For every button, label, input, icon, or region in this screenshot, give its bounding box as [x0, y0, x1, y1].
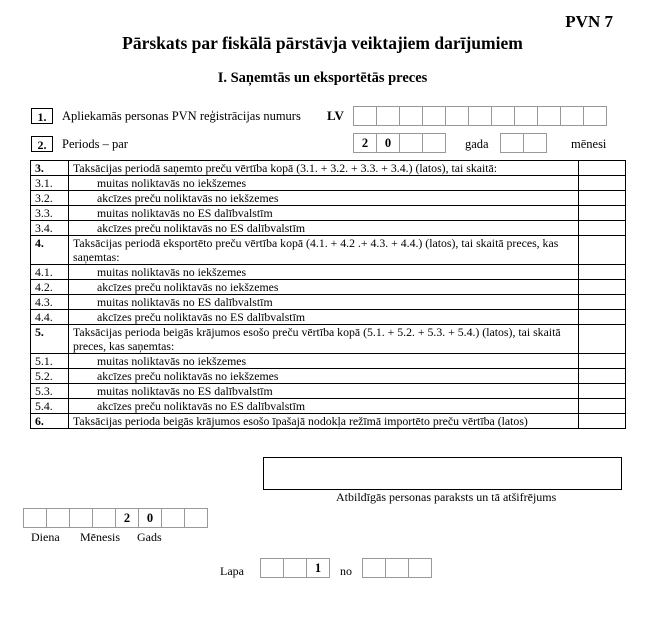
- row-value-input[interactable]: [579, 399, 626, 414]
- registration-number-cell[interactable]: [353, 106, 377, 126]
- page-number-cell[interactable]: [260, 558, 284, 578]
- field-2-number: 2.: [31, 136, 53, 152]
- page-label: Lapa: [220, 564, 244, 578]
- table-row: [31, 280, 626, 295]
- period-month-input[interactable]: [500, 133, 546, 153]
- row-description: Taksācijas perioda beigās krājumos esošo īpašajā nodokļa režīmā importēto preču vērtība (latos): [69, 414, 579, 429]
- registration-number-cell[interactable]: [445, 106, 469, 126]
- row-number: 3.1.: [31, 176, 69, 191]
- table-row: [31, 325, 626, 354]
- row-number: 5.: [31, 325, 69, 354]
- year-label: gada: [465, 137, 489, 151]
- page-number-cell[interactable]: [283, 558, 307, 578]
- total-pages-cell[interactable]: [385, 558, 409, 578]
- table-row: [31, 369, 626, 384]
- row-description: muitas noliktavās no ES dalībvalstīm: [69, 384, 579, 399]
- date-input[interactable]: [23, 508, 207, 528]
- signature-box[interactable]: [263, 457, 622, 490]
- field-1-number: 1.: [31, 108, 53, 124]
- period-month-cell[interactable]: [523, 133, 547, 153]
- table-row: [31, 310, 626, 325]
- registration-number-cell[interactable]: [560, 106, 584, 126]
- date-cell[interactable]: [92, 508, 116, 528]
- period-month-cell[interactable]: [500, 133, 524, 153]
- month-label: mēnesi: [571, 137, 607, 151]
- row-description: muitas noliktavās no iekšzemes: [69, 176, 579, 191]
- page-number-input[interactable]: [260, 558, 329, 578]
- row-value-input[interactable]: [579, 325, 626, 354]
- row-value-input[interactable]: [579, 221, 626, 236]
- row-value-input[interactable]: [579, 280, 626, 295]
- row-value-input[interactable]: [579, 354, 626, 369]
- period-year-cell[interactable]: [399, 133, 423, 153]
- registration-number-cell[interactable]: [399, 106, 423, 126]
- row-value-input[interactable]: [579, 369, 626, 384]
- row-number: 5.1.: [31, 354, 69, 369]
- row-value-input[interactable]: [579, 236, 626, 265]
- registration-number-cell[interactable]: [491, 106, 515, 126]
- row-description: muitas noliktavās no ES dalībvalstīm: [69, 206, 579, 221]
- table-row: [31, 191, 626, 206]
- row-description: Taksācijas periodā eksportēto preču vērtība kopā (4.1. + 4.2 .+ 4.3. + 4.4.) (latos), tai skaitā preces, kas saņemtas:: [69, 236, 579, 265]
- row-number: 4.1.: [31, 265, 69, 280]
- table-row: [31, 265, 626, 280]
- row-value-input[interactable]: [579, 176, 626, 191]
- row-number: 3.: [31, 161, 69, 176]
- signature-label: Atbildīgās personas paraksts un tā atšifrējums: [336, 490, 557, 504]
- transactions-table: [30, 160, 626, 429]
- row-number: 3.3.: [31, 206, 69, 221]
- registration-number-cell[interactable]: [468, 106, 492, 126]
- table-row: [31, 206, 626, 221]
- registration-number-cell[interactable]: [537, 106, 561, 126]
- row-number: 6.: [31, 414, 69, 429]
- row-description: akcīzes preču noliktavās no iekšzemes: [69, 280, 579, 295]
- of-label: no: [340, 564, 352, 578]
- table-row: [31, 354, 626, 369]
- registration-number-cell[interactable]: [583, 106, 607, 126]
- row-number: 5.2.: [31, 369, 69, 384]
- period-year-cell[interactable]: [422, 133, 446, 153]
- period-year-input[interactable]: [353, 133, 445, 153]
- day-label: Diena: [31, 530, 60, 544]
- row-description: muitas noliktavās no iekšzemes: [69, 265, 579, 280]
- table-row: [31, 399, 626, 414]
- row-value-input[interactable]: [579, 206, 626, 221]
- row-number: 5.3.: [31, 384, 69, 399]
- table-row: [31, 384, 626, 399]
- period-year-cell[interactable]: 0: [376, 133, 400, 153]
- section-title: I. Saņemtās un eksportētās preces: [217, 70, 428, 86]
- field-1-label: Apliekamās personas PVN reģistrācijas numurs: [62, 109, 301, 123]
- total-pages-cell[interactable]: [408, 558, 432, 578]
- row-description: muitas noliktavās no ES dalībvalstīm: [69, 295, 579, 310]
- row-description: akcīzes preču noliktavās no ES dalībvalstīm: [69, 399, 579, 414]
- row-number: 3.2.: [31, 191, 69, 206]
- field-2-label: Periods – par: [62, 137, 128, 151]
- date-cell[interactable]: [69, 508, 93, 528]
- registration-number-input[interactable]: [353, 106, 606, 126]
- row-description: Taksācijas perioda beigās krājumos esošo preču vērtība kopā (5.1. + 5.2. + 5.3. + 5.4.) (latos), tai skaitā preces, kas saņemtas:: [69, 325, 579, 354]
- row-description: muitas noliktavās no iekšzemes: [69, 354, 579, 369]
- date-cell[interactable]: 0: [138, 508, 162, 528]
- row-description: akcīzes preču noliktavās no ES dalībvalstīm: [69, 221, 579, 236]
- table-row: [31, 236, 626, 265]
- row-number: 5.4.: [31, 399, 69, 414]
- row-number: 3.4.: [31, 221, 69, 236]
- row-value-input[interactable]: [579, 310, 626, 325]
- row-value-input[interactable]: [579, 414, 626, 429]
- date-cell[interactable]: [161, 508, 185, 528]
- row-value-input[interactable]: [579, 161, 626, 176]
- table-row: [31, 161, 626, 176]
- registration-number-cell[interactable]: [376, 106, 400, 126]
- table-row: [31, 414, 626, 429]
- registration-number-cell[interactable]: [422, 106, 446, 126]
- row-value-input[interactable]: [579, 295, 626, 310]
- table-row: [31, 176, 626, 191]
- month-label-date: Mēnesis: [80, 530, 120, 544]
- row-number: 4.: [31, 236, 69, 265]
- row-description: Taksācijas periodā saņemto preču vērtība kopā (3.1. + 3.2. + 3.3. + 3.4.) (latos), tai skaitā:: [69, 161, 579, 176]
- row-number: 4.2.: [31, 280, 69, 295]
- table-row: [31, 221, 626, 236]
- row-description: akcīzes preču noliktavās no iekšzemes: [69, 191, 579, 206]
- row-number: 4.3.: [31, 295, 69, 310]
- date-cell[interactable]: [184, 508, 208, 528]
- page-title: Pārskats par fiskālā pārstāvja veiktajiem darījumiem: [122, 33, 523, 53]
- registration-number-cell[interactable]: [514, 106, 538, 126]
- row-value-input[interactable]: [579, 265, 626, 280]
- date-cell[interactable]: [23, 508, 47, 528]
- date-cell[interactable]: 2: [115, 508, 139, 528]
- total-pages-cell[interactable]: [362, 558, 386, 578]
- row-description: akcīzes preču noliktavās no iekšzemes: [69, 369, 579, 384]
- date-cell[interactable]: [46, 508, 70, 528]
- row-number: 4.4.: [31, 310, 69, 325]
- total-pages-input[interactable]: [362, 558, 431, 578]
- table-row: [31, 295, 626, 310]
- country-prefix: LV: [327, 108, 344, 123]
- row-description: akcīzes preču noliktavās no ES dalībvalstīm: [69, 310, 579, 325]
- year-label-date: Gads: [137, 530, 162, 544]
- period-year-cell[interactable]: 2: [353, 133, 377, 153]
- row-value-input[interactable]: [579, 384, 626, 399]
- form-code: PVN 7: [565, 12, 613, 31]
- row-value-input[interactable]: [579, 191, 626, 206]
- page-number-cell[interactable]: 1: [306, 558, 330, 578]
